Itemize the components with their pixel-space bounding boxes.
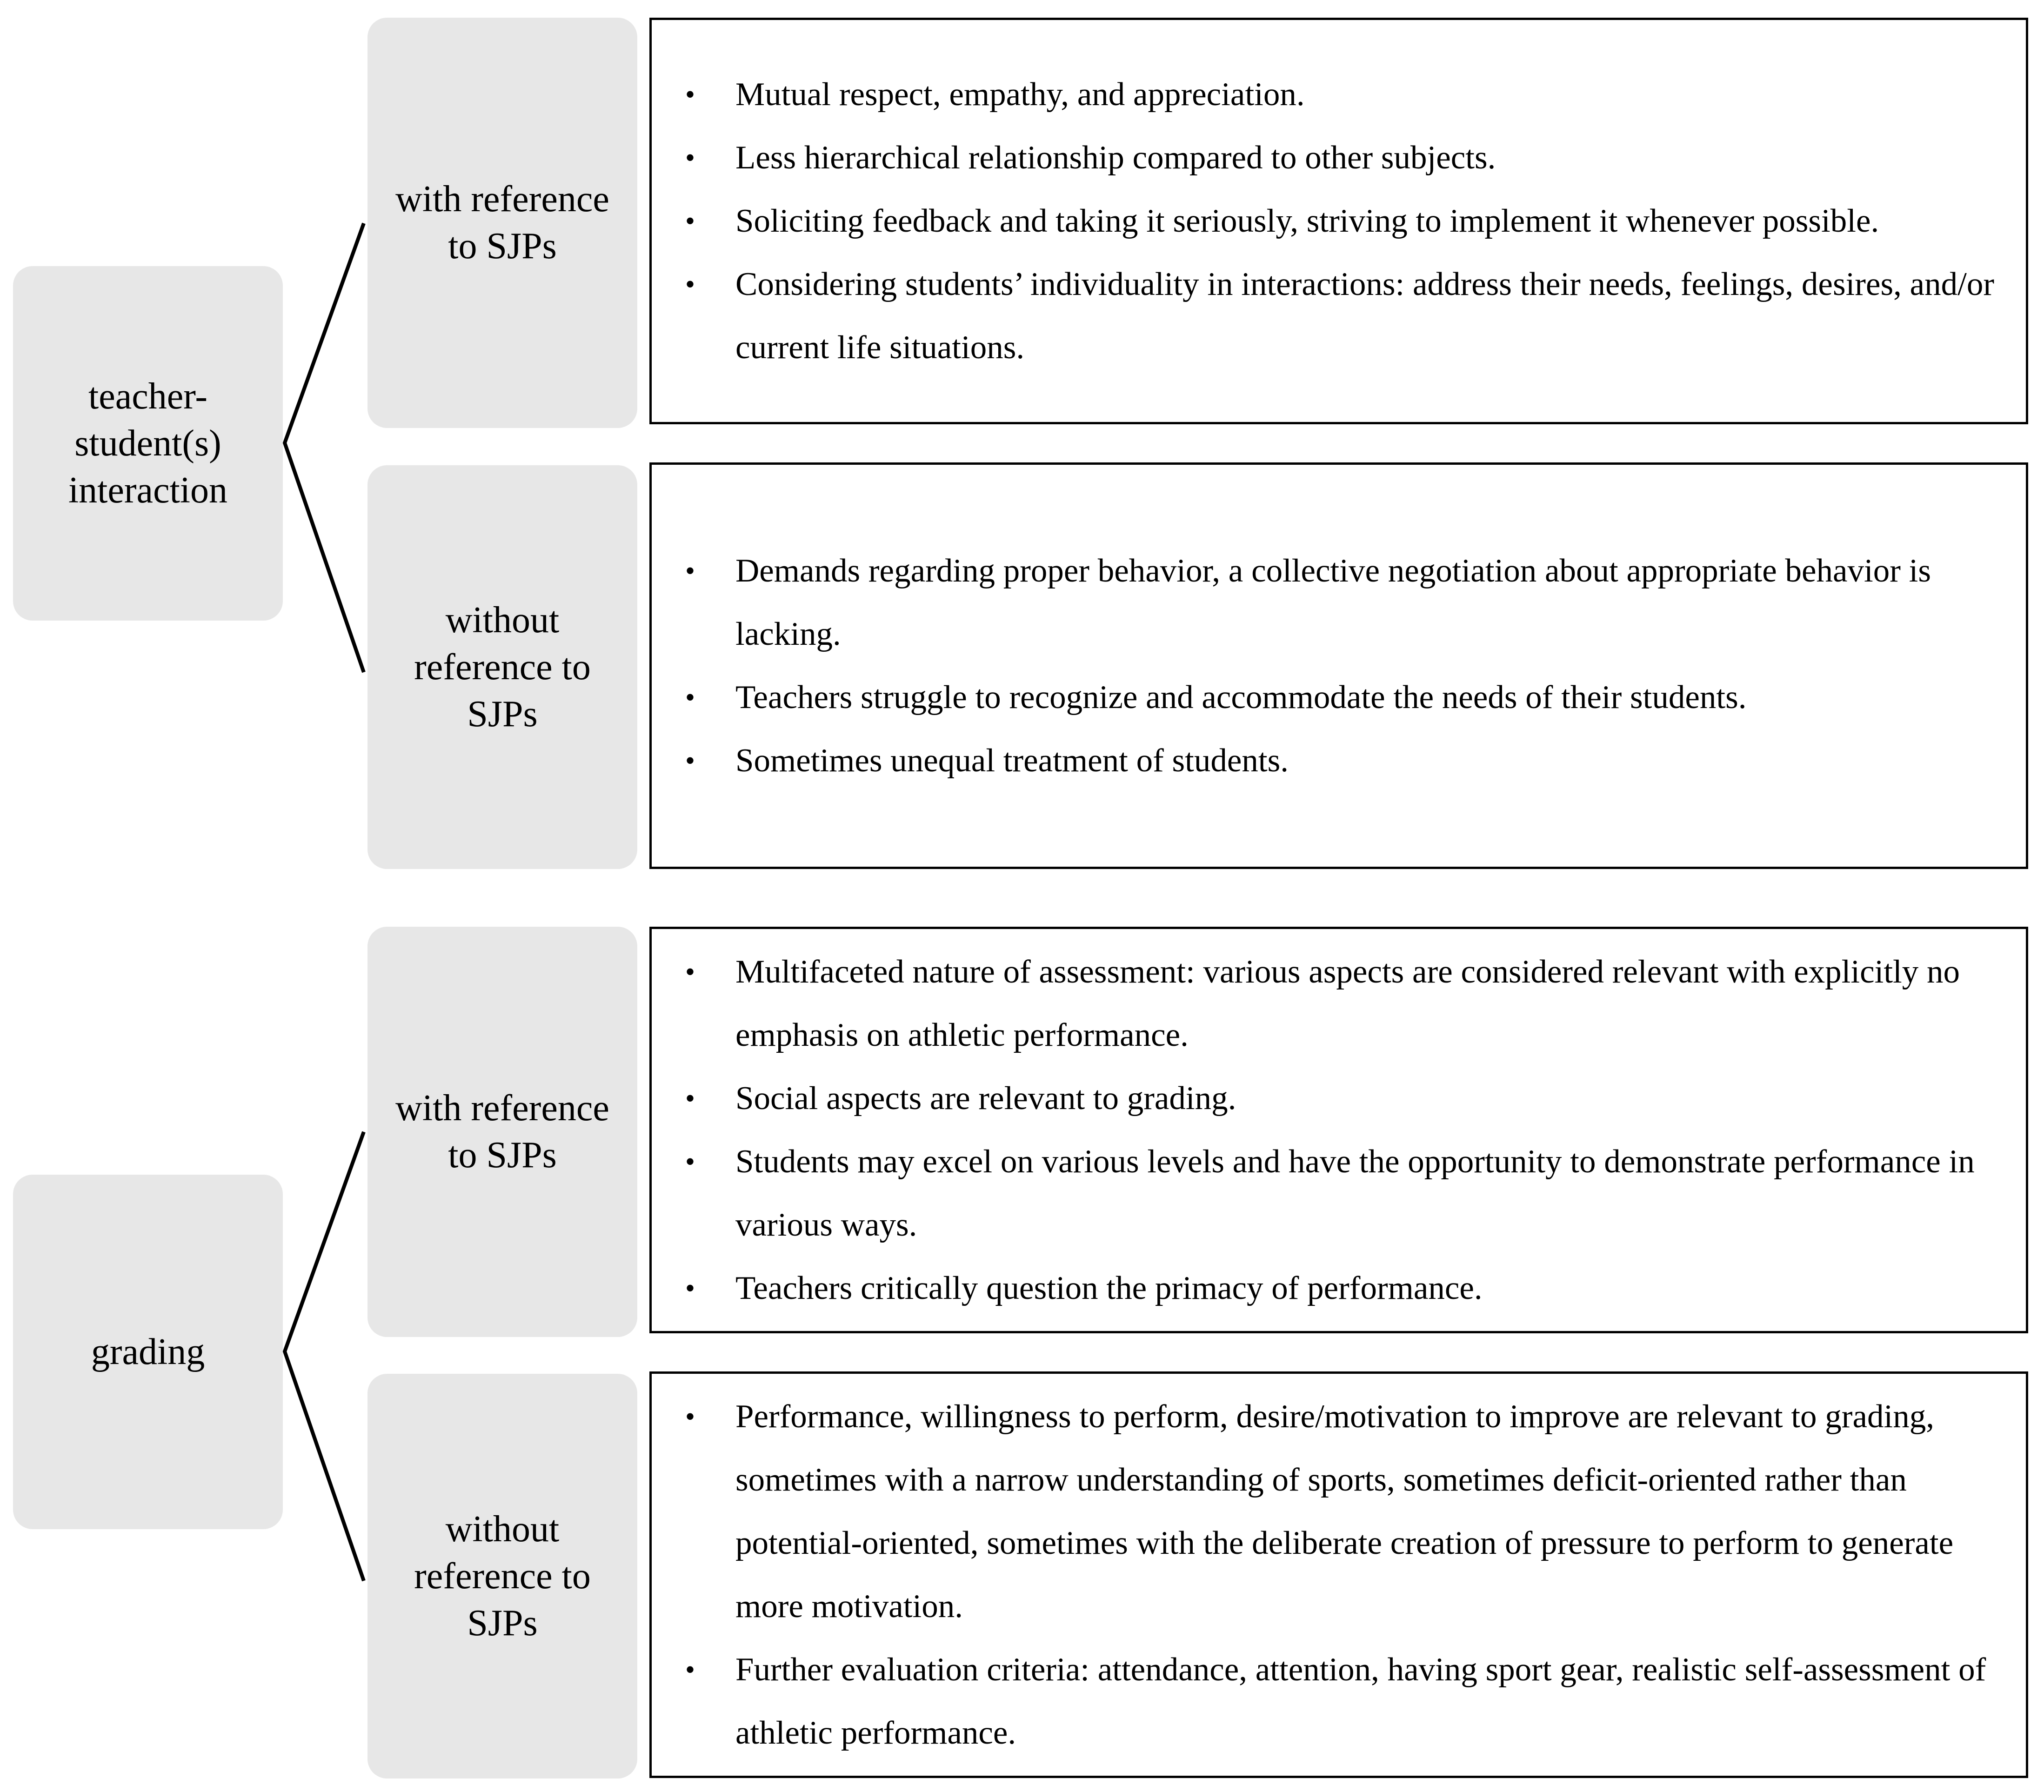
subcategory-without-reference [367,1374,637,1779]
bullet-icon: • [685,1654,695,1685]
findings-list [652,63,2026,379]
findings-list [652,1385,2026,1765]
subcategory-without-reference [367,465,637,869]
bullet-icon: • [685,142,695,173]
bullet-icon: • [685,1273,695,1304]
findings-box-with-reference [649,18,2028,424]
connector-grading [285,1132,364,1581]
connector-teacher-student [285,223,364,672]
category-label: grading [91,1331,205,1372]
findings-box-without-reference [649,1371,2028,1778]
list-item: • Sometimes unequal treatment of students. [735,729,1998,792]
subcategory-label: without reference to SJPs [414,599,591,735]
list-item: • Demands regarding proper behavior, a collective negotiation about appropriate behavior is lacking. [735,539,1998,666]
bullet-icon: • [685,745,695,776]
list-item: • Further evaluation criteria: attendance, attention, having sport gear, realistic self-assessment of athletic performance. [735,1638,1998,1765]
findings-box-with-reference [649,927,2028,1333]
bullet-icon: • [685,269,695,300]
list-item: • Mutual respect, empathy, and appreciation. [735,63,1998,126]
bullet-icon: • [685,956,695,987]
findings-box-without-reference [649,462,2028,869]
subcategory-label: with reference to SJPs [395,179,609,267]
bullet-icon: • [685,1146,695,1177]
category-grading [13,1175,283,1529]
list-item: • Less hierarchical relationship compared to other subjects. [735,126,1998,189]
subcategory-with-reference [367,927,637,1337]
list-item: • Performance, willingness to perform, desire/motivation to improve are relevant to grading, sometimes with a narrow understanding of sports, sometimes deficit-oriented rather than potential-oriented, sometimes with the deliberate creation of pressure to perform to generate more motivation. [735,1385,1998,1638]
subcategory-label: with reference to SJPs [395,1088,609,1176]
bullet-icon: • [685,555,695,586]
bullet-icon: • [685,79,695,110]
bullet-icon: • [685,1401,695,1432]
list-item: • Considering students’ individuality in interactions: address their needs, feelings, desires, and/or current life situations. [735,253,1998,379]
list-item: • Teachers critically question the primacy of performance. [735,1257,1998,1320]
list-item: • Teachers struggle to recognize and accommodate the needs of their students. [735,666,1998,729]
list-item: • Multifaceted nature of assessment: various aspects are considered relevant with explicitly no emphasis on athletic performance. [735,940,1998,1067]
list-item: • Soliciting feedback and taking it seriously, striving to implement it whenever possible. [735,189,1998,253]
findings-list [652,940,2026,1320]
list-item: • Students may excel on various levels and have the opportunity to demonstrate performance in various ways. [735,1130,1998,1257]
category-label: teacher- student(s) interaction [68,375,228,511]
subcategory-label: without reference to SJPs [414,1508,591,1644]
bullet-icon: • [685,1083,695,1114]
findings-list [652,539,2026,792]
bullet-icon: • [685,206,695,236]
category-teacher-student-interaction [13,266,283,621]
list-item: • Social aspects are relevant to grading. [735,1067,1998,1130]
bullet-icon: • [685,682,695,713]
subcategory-with-reference [367,18,637,428]
